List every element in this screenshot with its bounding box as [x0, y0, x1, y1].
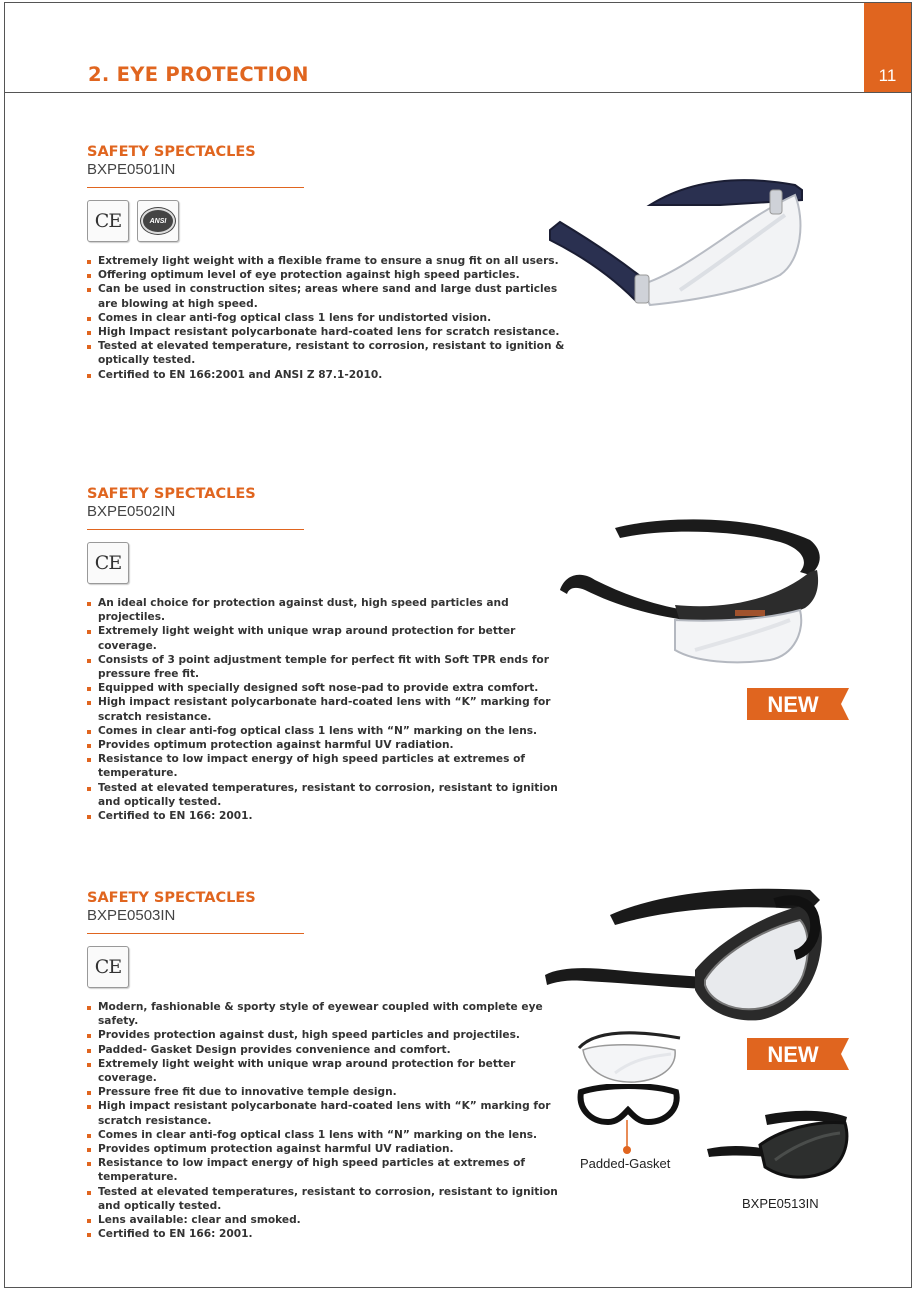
product-section-1: [87, 143, 567, 382]
spectacles-bxpe0501in-image: [540, 160, 810, 320]
spectacles-bxpe0513in-image: [705, 1105, 850, 1185]
feature-item: Extremely light weight with unique wrap around protection for better coverage.: [87, 624, 567, 652]
product-code: BXPE0501IN: [87, 161, 176, 178]
ansi-mark-icon: ANSI: [137, 200, 179, 242]
feature-item: High impact resistant polycarbonate hard-coated lens with “K” marking for scratch resistance.: [87, 695, 567, 723]
section-title: SAFETY SPECTACLES: [87, 144, 256, 160]
feature-item: Resistance to low impact energy of high speed particles at extremes of temperature.: [87, 752, 567, 780]
feature-item: Provides protection against dust, high speed particles and projectiles.: [87, 1028, 567, 1042]
product-code: BXPE0503IN: [87, 907, 176, 924]
ce-mark-icon: CE: [87, 200, 129, 242]
certification-marks: [87, 542, 567, 584]
gasket-pointer: [620, 1120, 634, 1156]
feature-item: Certified to EN 166:2001 and ANSI Z 87.1-2010.: [87, 368, 567, 382]
feature-item: Can be used in construction sites; areas where sand and large dust particles are blowing at high speed.: [87, 282, 567, 310]
feature-item: An ideal choice for protection against dust, high speed particles and projectiles.: [87, 596, 567, 624]
feature-item: Extremely light weight with unique wrap around protection for better coverage.: [87, 1057, 567, 1085]
feature-item: Equipped with specially designed soft nose-pad to provide extra comfort.: [87, 681, 567, 695]
feature-item: Resistance to low impact energy of high speed particles at extremes of temperature.: [87, 1156, 567, 1184]
feature-item: Certified to EN 166: 2001.: [87, 809, 567, 823]
feature-item: Tested at elevated temperatures, resistant to corrosion, resistant to ignition and optically tested.: [87, 1185, 567, 1213]
section-rule: [87, 933, 304, 934]
feature-item: Tested at elevated temperature, resistant to corrosion, resistant to ignition & optically tested.: [87, 339, 567, 367]
section-title: SAFETY SPECTACLES: [87, 890, 256, 906]
feature-item: Provides optimum protection against harmful UV radiation.: [87, 1142, 567, 1156]
feature-item: Provides optimum protection against harmful UV radiation.: [87, 738, 567, 752]
feature-item: Comes in clear anti-fog optical class 1 lens with “N” marking on the lens.: [87, 1128, 567, 1142]
feature-item: Padded- Gasket Design provides convenience and comfort.: [87, 1043, 567, 1057]
page-number: 11: [878, 66, 897, 85]
product-section-2: [87, 485, 567, 823]
variant-code: BXPE0513IN: [742, 1196, 819, 1211]
feature-item: Certified to EN 166: 2001.: [87, 1227, 567, 1241]
ce-mark-icon: CE: [87, 542, 129, 584]
product-section-3: [87, 889, 567, 1241]
feature-item: Offering optimum level of eye protection against high speed particles.: [87, 268, 567, 282]
product-code: BXPE0502IN: [87, 503, 176, 520]
feature-item: Tested at elevated temperatures, resistant to corrosion, resistant to ignition and optically tested.: [87, 781, 567, 809]
feature-item: Lens available: clear and smoked.: [87, 1213, 567, 1227]
gasket-caption: Padded-Gasket: [580, 1156, 671, 1171]
feature-list: [87, 596, 567, 823]
ce-mark-icon: CE: [87, 946, 129, 988]
feature-item: Modern, fashionable & sporty style of eyewear coupled with complete eye safety.: [87, 1000, 567, 1028]
feature-item: Comes in clear anti-fog optical class 1 lens with “N” marking on the lens.: [87, 724, 567, 738]
certification-marks: [87, 946, 567, 988]
feature-list: [87, 1000, 567, 1241]
chapter-title: 2. EYE PROTECTION: [88, 63, 309, 86]
feature-list: [87, 254, 567, 382]
feature-item: High impact resistant polycarbonate hard-coated lens with “K” marking for scratch resistance.: [87, 1099, 567, 1127]
spectacles-bxpe0503in-image: [545, 875, 830, 1025]
feature-item: Pressure free fit due to innovative temple design.: [87, 1085, 567, 1099]
spectacles-bxpe0502in-image: [555, 510, 825, 680]
new-badge: [747, 1038, 849, 1070]
feature-item: Comes in clear anti-fog optical class 1 lens for undistorted vision.: [87, 311, 567, 325]
feature-item: Extremely light weight with a flexible frame to ensure a snug fit on all users.: [87, 254, 567, 268]
section-title: SAFETY SPECTACLES: [87, 486, 256, 502]
feature-item: High Impact resistant polycarbonate hard-coated lens for scratch resistance.: [87, 325, 567, 339]
svg-text:NEW: NEW: [767, 692, 819, 717]
certification-marks: [87, 200, 567, 242]
new-badge: [747, 688, 849, 720]
feature-item: Consists of 3 point adjustment temple for perfect fit with Soft TPR ends for pressure free fit.: [87, 653, 567, 681]
section-rule: [87, 187, 304, 188]
header-divider: [4, 92, 912, 93]
svg-text:NEW: NEW: [767, 1042, 819, 1067]
clear-lens-frame-image: [575, 1028, 685, 1086]
section-rule: [87, 529, 304, 530]
